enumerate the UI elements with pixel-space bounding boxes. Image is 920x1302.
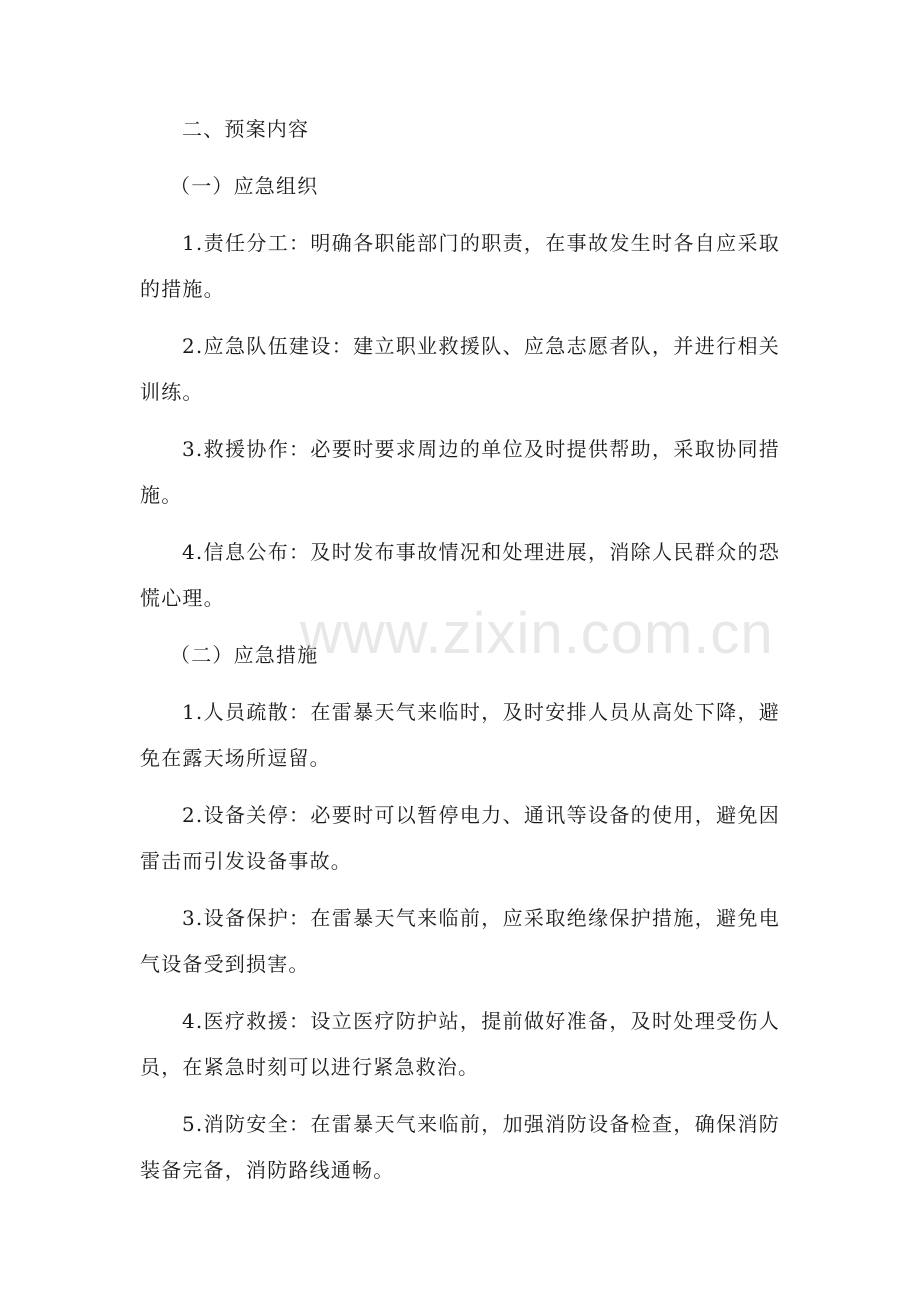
group-title-measures: （二）应急措施 xyxy=(170,643,319,667)
organization-item-2: 2.应急队伍建设：建立职业救援队、应急志愿者队，并进行相关训练。 xyxy=(140,334,780,404)
organization-item-4: 4.信息公布：及时发布事故情况和处理进展，消除人民群众的恐慌心理。 xyxy=(140,540,780,610)
measures-item-1: 1.人员疏散：在雷暴天气来临时，及时安排人员从高处下降，避免在露天场所逗留。 xyxy=(140,700,780,770)
section-title: 二、预案内容 xyxy=(182,117,310,141)
measures-item-2: 2.设备关停：必要时可以暂停电力、通讯等设备的使用，避免因雷击而引发设备事故。 xyxy=(140,803,780,873)
group-title-organization: （一）应急组织 xyxy=(170,174,319,198)
measures-item-4: 4.医疗救援：设立医疗防护站，提前做好准备，及时处理受伤人员，在紧急时刻可以进行紧急救治。 xyxy=(140,1009,780,1079)
organization-item-1: 1.责任分工：明确各职能部门的职责，在事故发生时各自应采取的措施。 xyxy=(140,231,780,301)
measures-item-5: 5.消防安全：在雷暴天气来临前，加强消防设备检查，确保消防装备完备，消防路线通畅。 xyxy=(140,1112,780,1182)
document-body xyxy=(140,106,780,1204)
measures-item-3: 3.设备保护：在雷暴天气来临前，应采取绝缘保护措施，避免电气设备受到损害。 xyxy=(140,906,780,976)
watermark: www.zixin.com.cn xyxy=(300,601,774,666)
organization-item-3: 3.救援协作：必要时要求周边的单位及时提供帮助，采取协同措施。 xyxy=(140,437,780,507)
